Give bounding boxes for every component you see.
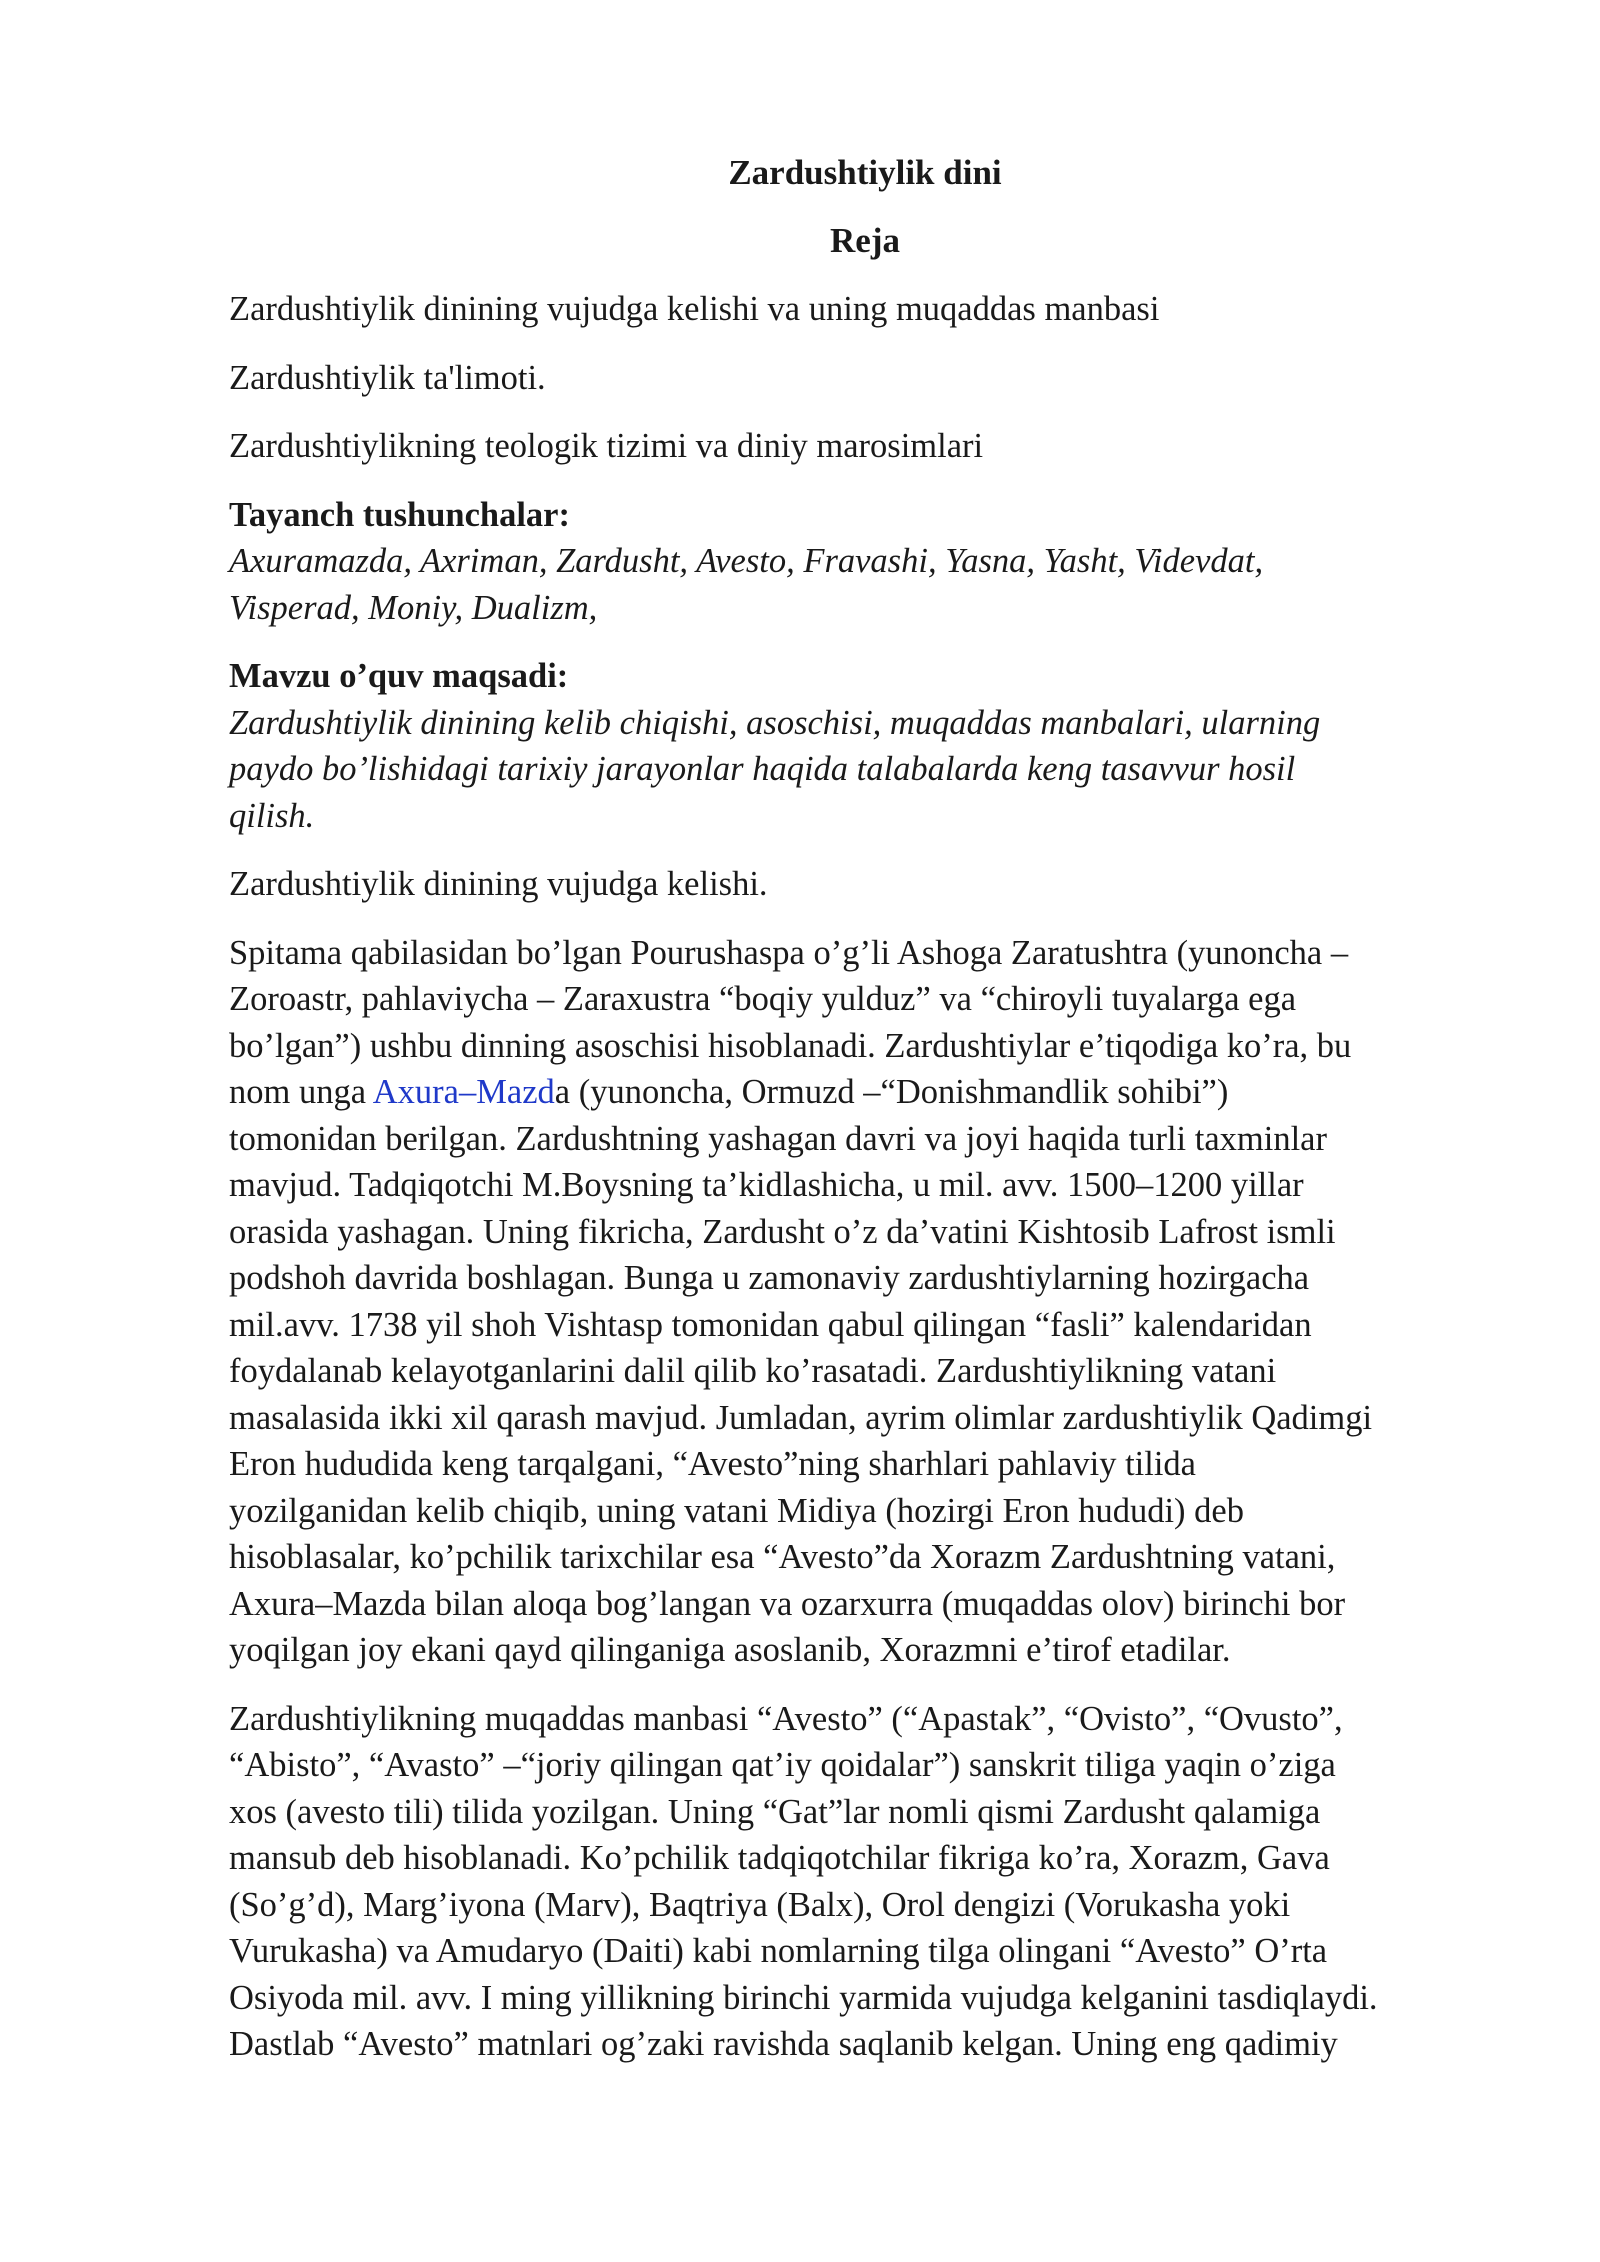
text-line: yozilganidan kelib chiqib, uning vatani Midiya (hozirgi Eron hududi) deb [229,1491,1244,1530]
text-line: Dastlab “Avesto” matnlari og’zaki ravishda saqlanib kelgan. Uning eng qadimiy [229,2025,1338,2063]
text-line: masalasida ikki xil qarash mavjud. Jumladan, ayrim olimlar zardushtiylik Qadimgi [229,1398,1373,1437]
text-line: podshoh davrida boshlagan. Bunga u zamonaviy zardushtiylarning hozirgacha [229,1259,1310,1297]
text-line: Zardushtiylikning muqaddas manbasi “Avesto” (“Apastak”, “Ovisto”, “Ovusto”, [229,1699,1343,1738]
text-line: bo’lgan”) ushbu dinning asoschisi hisoblanadi. Zardushtiylar e’tiqodiga ko’ra, bu [229,1026,1352,1065]
goal-block [229,653,1501,839]
goal-line: Zardushtiylik dinining kelib chiqishi, asoschisi, muqaddas manbalari, ularning [229,703,1321,742]
text-line: Spitama qabilasidan bo’lgan Pourushaspa o’g’li Ashoga Zaratushtra (yunoncha – [229,933,1349,972]
keywords-line: Visperad, Moniy, Dualizm, [229,588,598,627]
section-heading: Zardushtiylik dinining vujudga kelishi. [229,865,768,903]
text-line: orasida yashagan. Uning fikricha, Zardusht o’z da’vatini Kishtosib Lafrost ismli [229,1212,1336,1251]
text-line: “Abisto”, “Avasto” –“joriy qilingan qat’iy qoidalar”) sanskrit tiliga yaqin o’ziga [229,1746,1336,1784]
text-line: mavjud. Tadqiqotchi M.Boysning ta’kidlashicha, u mil. avv. 1500–1200 yillar [229,1166,1304,1204]
text-line: (So’g’d), Marg’iyona (Marv), Baqtriya (Balx), Orol dengizi (Vorukasha yoki [229,1885,1291,1924]
text-line: yoqilgan joy ekani qayd qilinganiga asoslanib, Xorazmni e’tirof etadilar. [229,1631,1231,1669]
text-fragment: nom unga [229,1073,373,1111]
text-line: Vurukasha) va Amudaryo (Daiti) kabi nomlarning tilga olingani “Avesto” O’rta [229,1932,1328,1970]
text-line: Zoroastr, pahlaviycha – Zaraxustra “boqiy yulduz” va “chiroyli tuyalarga ega [229,980,1297,1018]
document-content [229,150,1501,2090]
keywords-line: Axuramazda, Axriman, Zardusht, Avesto, Fravashi, Yasna, Yasht, Videvdat, [229,542,1264,580]
text-line: xos (avesto tili) tilida yozilgan. Uning “Gat”lar nomli qismi Zardusht qalamiga [229,1792,1321,1831]
goal-line: paydo bo’lishidagi tarixiy jarayonlar haqida talabalarda keng tasavvur hosil [229,750,1296,788]
document-title: Zardushtiylik dini [728,153,1002,192]
text-line [229,1069,1501,1116]
text-line: mansub deb hisoblanadi. Ko’pchilik tadqiqotchilar fikriga ko’ra, Xorazm, Gava [229,1839,1330,1877]
text-line: hisoblasalar, ko’pchilik tarixchilar esa “Avesto”da Xorazm Zardushtning vatani, [229,1538,1336,1576]
plan-item-2: Zardushtiylik ta'limoti. [229,358,546,397]
text-line: Osiyoda mil. avv. I ming yillikning birinchi yarmida vujudga kelganini tasdiqlaydi. [229,1978,1378,2017]
text-line: Axura–Mazda bilan aloqa bog’langan va ozarxurra (muqaddas olov) birinchi bor [229,1584,1346,1623]
plan-item-3: Zardushtiylikning teologik tizimi va diniy marosimlari [229,427,984,465]
keywords-heading: Tayanch tushunchalar: [229,495,570,534]
paragraph-avesto [229,1696,1501,2068]
text-line: tomonidan berilgan. Zardushtning yashagan davri va joyi haqida turli taxminlar [229,1119,1327,1158]
goal-heading: Mavzu o’quv maqsadi: [229,657,569,695]
plan-heading: Reja [830,221,900,260]
keywords-block [229,492,1501,632]
text-line: Eron hududida keng tarqalgani, “Avesto”ning sharhlari pahlaviy tilida [229,1445,1196,1483]
axura-mazda-link[interactable]: Axura–Mazd [372,1073,555,1111]
plan-item-1: Zardushtiylik dinining vujudga kelishi va uning muqaddas manbasi [229,290,1160,328]
goal-line: qilish. [229,796,315,835]
text-line: foydalanab kelayotganlarini dalil qilib ko’rasatadi. Zardushtiylikning vatani [229,1352,1277,1390]
paragraph-origin [229,930,1501,1674]
text-line: mil.avv. 1738 yil shoh Vishtasp tomonidan qabul qilingan “fasli” kalendaridan [229,1305,1312,1344]
text-fragment: a (yunoncha, Ormuzd –“Donishmandlik sohibi”) [554,1073,1229,1111]
